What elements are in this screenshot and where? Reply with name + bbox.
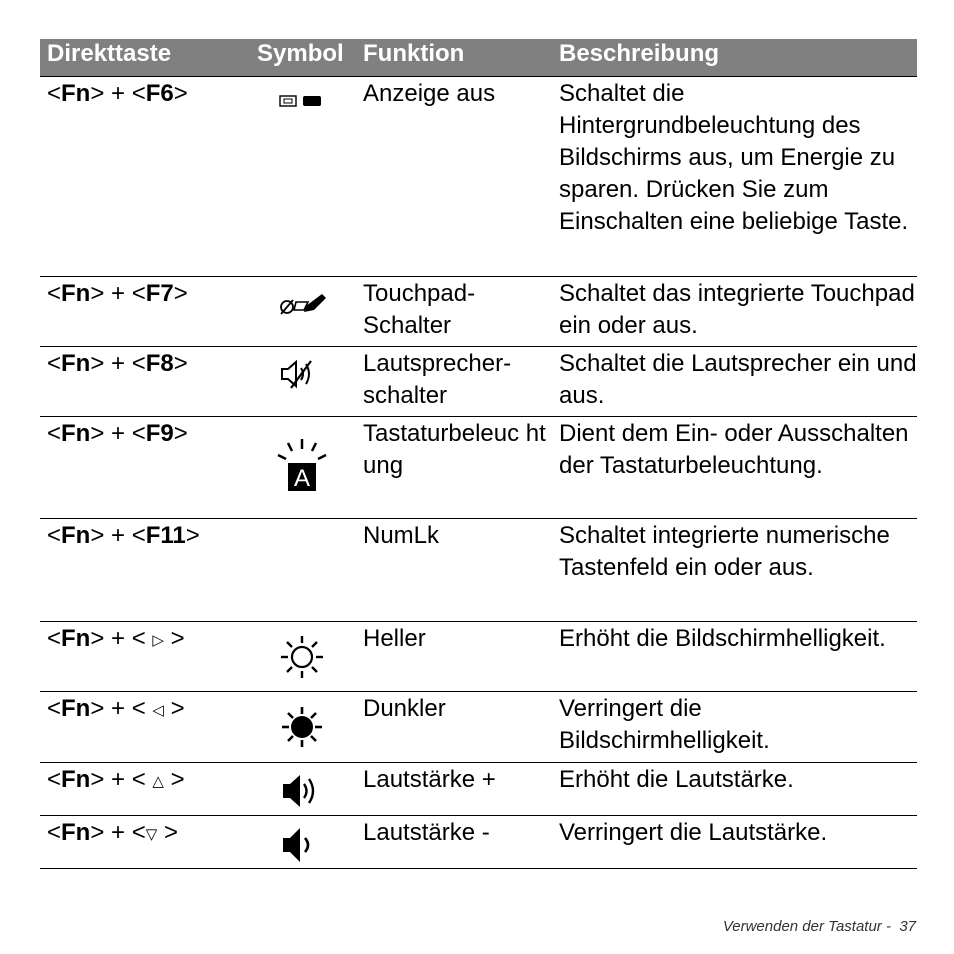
function-cell: NumLk xyxy=(363,522,440,549)
function-cell: Lautstärke + xyxy=(363,766,496,793)
description-cell: Schaltet das integrierte Touchpad ein oder aus. xyxy=(559,280,915,339)
hotkey-cell: <Fn> + <▽ > xyxy=(47,819,178,846)
function-cell: Touchpad-Schalter xyxy=(363,280,476,339)
header-funktion: Funktion xyxy=(363,40,465,67)
table-row xyxy=(40,417,917,519)
hotkey-cell: <Fn> + < △ > xyxy=(47,766,185,793)
symbol-cell xyxy=(253,347,358,416)
symbol-cell xyxy=(253,763,358,815)
speaker-mute-icon xyxy=(279,359,317,389)
brightness-down-icon xyxy=(279,704,325,750)
function-cell: Heller xyxy=(363,625,426,652)
hotkey-cell: <Fn> + <F9> xyxy=(47,420,188,447)
header-symbol: Symbol xyxy=(257,40,344,67)
page-footer xyxy=(723,918,916,935)
table-row xyxy=(40,347,917,417)
hotkey-cell: <Fn> + <F11> xyxy=(47,522,200,549)
table-row xyxy=(40,763,917,816)
table-row xyxy=(40,77,917,277)
description-cell: Schaltet die Lautsprecher ein und aus. xyxy=(559,350,917,409)
function-cell: Anzeige aus xyxy=(363,80,496,107)
touchpad-toggle-icon xyxy=(278,290,328,316)
hotkey-cell: <Fn> + <F6> xyxy=(47,80,188,107)
description-cell: Erhöht die Lautstärke. xyxy=(559,766,794,793)
function-cell: Lautstärke - xyxy=(363,819,490,846)
symbol-cell xyxy=(253,692,358,762)
hotkey-cell: <Fn> + < ▷ > xyxy=(47,625,185,652)
symbol-cell xyxy=(253,622,358,691)
description-cell: Dient dem Ein- oder Ausschalten der Tastaturbeleuchtung. xyxy=(559,420,909,479)
shortcut-table xyxy=(40,39,917,869)
svg-text:A: A xyxy=(293,465,311,492)
function-cell: Lautsprecher-schalter xyxy=(363,350,512,409)
table-row xyxy=(40,277,917,347)
symbol-cell xyxy=(253,519,358,621)
description-cell: Verringert die Lautstärke. xyxy=(559,819,828,846)
hotkey-cell: <Fn> + <F8> xyxy=(47,350,188,377)
table-header xyxy=(40,39,917,77)
header-direkttaste: Direkttaste xyxy=(47,40,172,67)
display-off-icon xyxy=(279,94,325,108)
description-cell: Erhöht die Bildschirmhelligkeit. xyxy=(559,625,886,652)
description-cell: Schaltet integrierte numerische Tastenfeld ein oder aus. xyxy=(559,522,890,581)
symbol-cell xyxy=(253,816,358,868)
page-number: 37 xyxy=(899,918,916,935)
table-row xyxy=(40,622,917,692)
hotkey-cell: <Fn> + <F7> xyxy=(47,280,188,307)
volume-down-icon xyxy=(281,826,321,864)
description-cell: Schaltet die Hintergrundbeleuchtung des Bildschirms aus, um Energie zu sparen. Drücken Sie zum Einschalten eine beliebige Taste. xyxy=(559,80,909,235)
table-row xyxy=(40,816,917,869)
function-cell: Tastaturbeleuc htung xyxy=(363,420,546,479)
symbol-cell xyxy=(253,417,358,518)
symbol-cell xyxy=(253,277,358,346)
keyboard-backlight-icon xyxy=(276,437,328,495)
hotkey-cell: <Fn> + < ◁ > xyxy=(47,695,185,722)
volume-up-icon xyxy=(281,773,321,809)
header-beschreibung: Beschreibung xyxy=(559,40,720,67)
symbol-cell xyxy=(253,77,358,276)
footer-section: Verwenden der Tastatur - xyxy=(722,918,891,935)
brightness-up-icon xyxy=(279,634,325,680)
function-cell: Dunkler xyxy=(363,695,446,722)
table-row xyxy=(40,519,917,622)
table-row xyxy=(40,692,917,763)
description-cell: Verringert die Bildschirmhelligkeit. xyxy=(559,695,770,754)
